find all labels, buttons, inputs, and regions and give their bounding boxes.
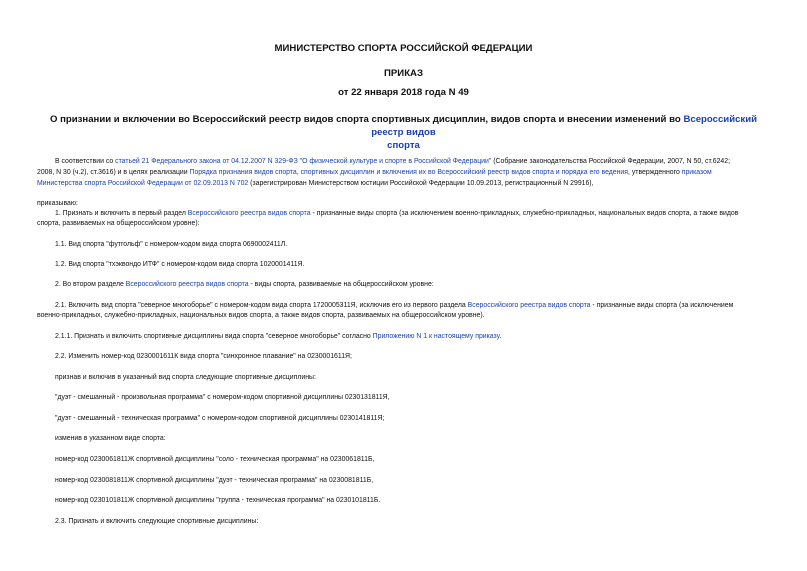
text-span: (зарегистрирован Министерством юстиции Российской Федерации 10.09.2013, регистрационный N 29916), xyxy=(248,180,594,187)
registry-link[interactable]: Всероссийского реестра видов спорта xyxy=(467,302,591,309)
registry-link-title-cont[interactable]: спорта xyxy=(387,140,420,151)
text-span: В соответствии со xyxy=(55,158,116,165)
text-span: 2008, N 30 (ч.2), ст.3616) и в целях реализации xyxy=(37,169,190,176)
order-link[interactable]: приказом xyxy=(681,169,712,176)
paragraph-2-1 xyxy=(55,301,733,311)
date-number-heading: от 22 января 2018 года N 49 xyxy=(338,87,469,98)
text-span: . xyxy=(499,333,502,340)
preamble-line-2 xyxy=(37,168,712,178)
registry-link[interactable]: Всероссийского реестра видов спорта xyxy=(187,210,311,217)
paragraph-2 xyxy=(55,280,434,290)
text-span: 2.1.1. Признать и включить спортивные дисциплины вида спорта "северное многоборье" согласно xyxy=(55,333,373,340)
paragraph-2-3: 2.3. Признать и включить следующие спортивные дисциплины: xyxy=(55,518,259,525)
text-span: 2. Во втором разделе xyxy=(55,281,126,288)
text-span: 2.1. Включить вид спорта "северное многоборье" с номером-кодом вида спорта 1720005311Я, исключив его из первого раздела xyxy=(55,302,468,309)
paragraph-2-2-g: номер-код 0230101811Ж спортивной дисциплины "группа - техническая программа" на 0230101811Б. xyxy=(55,497,381,504)
paragraph-2-2-b: "дуэт - смешанный - произвольная программа" с номером-кодом спортивной дисциплины 0230131811Я, xyxy=(55,394,390,401)
preamble-line-3 xyxy=(37,179,594,189)
order-word: приказываю: xyxy=(37,200,78,207)
text-span: (Собрание законодательства Российской Федерации, 2007, N 50, ст.6242; xyxy=(491,158,730,165)
paragraph-1-2: 1.2. Вид спорта "тхэквондо ИТФ" с номером-кодом вида спорта 1020001411Я. xyxy=(55,261,305,268)
doc-type-heading: ПРИКАЗ xyxy=(384,68,423,79)
procedure-link[interactable]: Порядка признания видов спорта, спортивных дисциплин и включения их во Всероссийский реестр видов спорта и порядка его ведения xyxy=(189,169,629,176)
paragraph-2-2-d: изменив в указанном виде спорта: xyxy=(55,435,166,442)
paragraph-1-1: 1.1. Вид спорта "футгольф" с номером-кодом вида спорта 0690002411Л. xyxy=(55,241,288,248)
ministry-heading: МИНИСТЕРСТВО СПОРТА РОССИЙСКОЙ ФЕДЕРАЦИИ xyxy=(274,43,533,54)
law-link[interactable]: статьей 21 Федерального закона от 04.12.2007 N 329-ФЗ "О физической культуре и спорте в Российской Федерации" xyxy=(115,158,492,165)
paragraph-2-1-cont: военно-прикладных, служебно-прикладных, национальных видов спорта, а также видов спорта, развиваемых на общероссийском уровне). xyxy=(37,312,485,319)
paragraph-2-2-f: номер-код 0230081811Ж спортивной дисциплины "дуэт - техническая программа" на 0230081811Б, xyxy=(55,477,374,484)
paragraph-1-cont: спорта, развиваемых на общероссийском уровне): xyxy=(37,220,200,227)
paragraph-2-1-1 xyxy=(55,332,501,342)
paragraph-2-2-a: признав и включив в указанный вид спорта следующие спортивные дисциплины: xyxy=(55,374,316,381)
paragraph-1 xyxy=(55,209,738,219)
registry-link-title[interactable]: Всероссийский реестр видов xyxy=(371,114,758,138)
document-title xyxy=(35,113,772,152)
paragraph-2-2: 2.2. Изменить номер-код 0230001611К вида спорта "синхронное плавание" на 0230001611Я; xyxy=(55,353,352,360)
appendix-link[interactable]: Приложению N 1 к настоящему приказу xyxy=(372,333,500,340)
text-span: 1. Признать и включить в первый раздел xyxy=(55,210,188,217)
text-span: - виды спорта, развиваемые на общероссийском уровне: xyxy=(248,281,434,288)
text-span: - признанные виды спорта (за исключением xyxy=(590,302,734,309)
paragraph-2-2-c: "дуэт - смешанный - техническая программа" с номером-кодом спортивной дисциплины 0230141811Я; xyxy=(55,415,385,422)
title-text: О признании и включении во Всероссийский реестр видов спорта спортивных дисциплин, видов спорта и внесении изменений во xyxy=(49,114,684,125)
text-span: , утвержденного xyxy=(628,169,682,176)
text-span: - признанные виды спорта (за исключением военно-прикладных, служебно-прикладных, национальных видов спорта, а также видов xyxy=(310,210,739,217)
paragraph-2-2-e: номер-код 0230061811Ж спортивной дисциплины "соло - техническая программа" на 0230061811Б, xyxy=(55,456,375,463)
ministry-order-link[interactable]: Министерства спорта Российской Федерации от 02.09.2013 N 702 xyxy=(37,180,249,187)
preamble-line-1 xyxy=(55,157,730,167)
registry-link[interactable]: Всероссийского реестра видов спорта xyxy=(125,281,249,288)
